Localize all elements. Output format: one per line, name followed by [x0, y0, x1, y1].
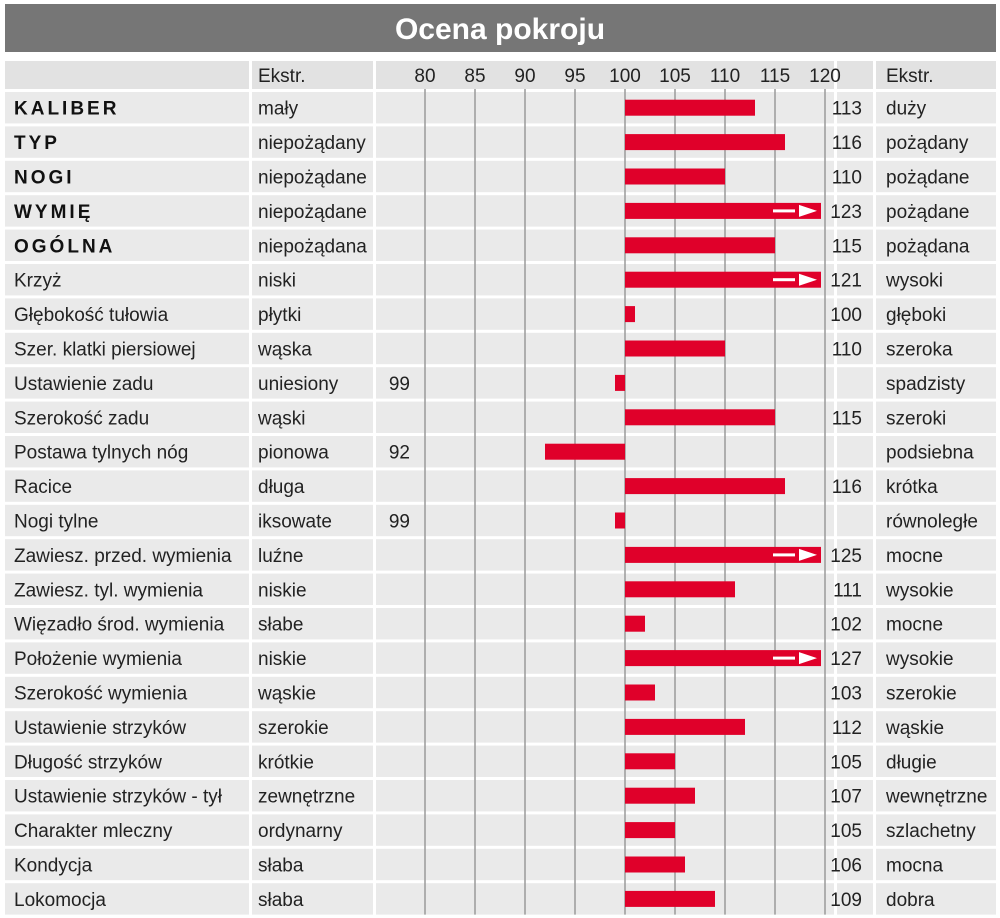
left-extreme-label: wąski [258, 408, 306, 430]
value-label: 92 [388, 442, 410, 464]
bar [625, 857, 685, 873]
bar [625, 822, 675, 838]
bar [625, 237, 775, 253]
x-tick-label: 105 [659, 66, 691, 87]
left-extreme-label: niskie [258, 580, 307, 602]
bar [625, 478, 785, 494]
value-label: 121 [830, 270, 862, 292]
value-label: 102 [830, 614, 862, 636]
x-tick-label: 120 [809, 66, 841, 87]
header-band [5, 61, 996, 89]
right-extreme-label: spadzisty [886, 373, 966, 395]
left-extreme-label: iksowate [258, 511, 332, 533]
left-extreme-label: niskie [258, 649, 307, 671]
left-extreme-label: uniesiony [258, 373, 339, 395]
trait-label: Kondycja [14, 855, 93, 877]
bar-overflow-stroke [773, 209, 795, 212]
right-extreme-label: głęboki [886, 305, 947, 327]
right-extreme-label: długie [886, 752, 937, 774]
bar [625, 891, 715, 907]
trait-label: NOGI [14, 167, 75, 189]
bar [625, 409, 775, 425]
value-label: 105 [830, 821, 862, 843]
value-label: 125 [830, 545, 862, 567]
value-label: 116 [831, 133, 862, 155]
bar [625, 685, 655, 701]
column-separator [373, 61, 376, 918]
right-extreme-label: wysokie [886, 649, 954, 671]
right-extreme-label: wewnętrzne [886, 786, 988, 808]
left-extreme-label: krótkie [258, 752, 314, 774]
header-left-label: Ekstr. [258, 66, 306, 87]
left-extreme-label: niepożądane [258, 201, 367, 223]
bar-overflow-stroke [773, 657, 795, 660]
column-separator [249, 61, 252, 918]
trait-label: Położenie wymienia [14, 649, 182, 671]
trait-label: Charakter mleczny [14, 821, 173, 843]
trait-label: Głębokość tułowia [14, 305, 169, 327]
bar [615, 513, 625, 529]
bar [545, 444, 625, 460]
value-label: 99 [388, 511, 410, 533]
right-extreme-label: mocne [886, 545, 944, 567]
value-label: 99 [388, 373, 410, 395]
right-extreme-label: krótka [886, 477, 938, 499]
value-label: 111 [833, 580, 862, 602]
left-extreme-label: wąskie [258, 683, 317, 705]
right-extreme-label: szeroki [886, 408, 947, 430]
trait-label: Szer. klatki piersiowej [14, 339, 196, 361]
right-extreme-label: wysokie [886, 580, 954, 602]
trait-label: Ustawienie strzyków [14, 717, 187, 739]
left-extreme-label: niepożądana [258, 236, 367, 258]
bar [625, 719, 745, 735]
trait-label: Postawa tylnych nóg [14, 442, 189, 464]
right-extreme-label: podsiebna [886, 442, 974, 464]
bar [625, 306, 635, 322]
bar [625, 134, 785, 150]
x-tick-label: 90 [514, 66, 536, 87]
left-extreme-label: mały [258, 98, 299, 120]
trait-label: Więzadło środ. wymienia [14, 614, 225, 636]
trait-label: OGÓLNA [14, 236, 116, 258]
row-band [5, 367, 996, 398]
value-label: 106 [830, 855, 862, 877]
left-extreme-label: słaba [258, 889, 304, 911]
value-label: 103 [830, 683, 862, 705]
trait-label: Racice [14, 477, 73, 499]
trait-label: Lokomocja [14, 889, 106, 911]
value-label: 127 [830, 649, 862, 671]
chart-title: Ocena pokroju [394, 13, 606, 46]
left-extreme-label: słaba [258, 855, 304, 877]
bar-overflow-stroke [773, 278, 795, 281]
trait-label: Ustawienie strzyków - tył [14, 786, 222, 808]
bar [625, 100, 755, 116]
right-extreme-label: szlachetny [886, 821, 976, 843]
value-label: 105 [830, 752, 862, 774]
right-extreme-label: równoległe [886, 511, 978, 533]
value-label: 112 [831, 717, 862, 739]
header-right-label: Ekstr. [886, 66, 934, 87]
left-extreme-label: słabe [258, 614, 304, 636]
bar [625, 753, 675, 769]
right-extreme-label: pożądany [886, 133, 969, 155]
bar [625, 341, 725, 357]
trait-label: TYP [14, 133, 60, 155]
value-label: 109 [830, 889, 862, 911]
trait-label: Szerokość zadu [14, 408, 150, 430]
value-label: 110 [831, 339, 862, 361]
right-extreme-label: szerokie [886, 683, 957, 705]
trait-label: Szerokość wymienia [14, 683, 188, 705]
trait-label: Długość strzyków [14, 752, 162, 774]
left-extreme-label: ordynarny [258, 821, 343, 843]
bar [625, 581, 735, 597]
left-extreme-label: pionowa [258, 442, 329, 464]
trait-label: WYMIĘ [14, 201, 94, 223]
x-tick-label: 110 [709, 66, 741, 87]
value-label: 113 [831, 98, 862, 120]
left-extreme-label: zewnętrzne [258, 786, 356, 808]
trait-label: Zawiesz. przed. wymienia [14, 545, 232, 567]
left-extreme-label: niepożądany [258, 133, 366, 155]
bar [625, 616, 645, 632]
row-band [5, 505, 996, 536]
left-extreme-label: szerokie [258, 717, 329, 739]
value-label: 100 [830, 305, 862, 327]
value-label: 107 [830, 786, 862, 808]
left-extreme-label: luźne [258, 545, 304, 567]
x-tick-label: 85 [464, 66, 486, 87]
value-label: 116 [831, 477, 862, 499]
right-extreme-label: mocna [886, 855, 944, 877]
trait-label: Ustawienie zadu [14, 373, 154, 395]
bar [615, 375, 625, 391]
right-extreme-label: pożądane [886, 167, 970, 189]
left-extreme-label: długa [258, 477, 305, 499]
left-extreme-label: płytki [258, 305, 302, 327]
x-tick-label: 115 [759, 66, 791, 87]
trait-label: Krzyż [14, 270, 62, 292]
right-extreme-label: duży [886, 98, 927, 120]
bar-overflow-stroke [773, 553, 795, 556]
x-tick-label: 95 [564, 66, 586, 87]
value-label: 115 [831, 236, 862, 258]
left-extreme-label: wąska [258, 339, 312, 361]
value-label: 123 [830, 201, 862, 223]
left-extreme-label: niski [258, 270, 297, 292]
trait-label: Nogi tylne [14, 511, 99, 533]
bar [625, 169, 725, 185]
right-extreme-label: szeroka [886, 339, 953, 361]
right-extreme-label: wąskie [886, 717, 945, 739]
bar [625, 788, 695, 804]
value-label: 115 [831, 408, 862, 430]
trait-label: KALIBER [14, 98, 120, 120]
column-separator [873, 61, 876, 918]
trait-label: Zawiesz. tyl. wymienia [14, 580, 203, 602]
x-tick-label: 100 [609, 66, 641, 87]
right-extreme-label: mocne [886, 614, 944, 636]
right-extreme-label: wysoki [886, 270, 944, 292]
right-extreme-label: dobra [886, 889, 935, 911]
x-tick-label: 80 [414, 66, 436, 87]
value-label: 110 [831, 167, 862, 189]
right-extreme-label: pożądane [886, 201, 970, 223]
right-extreme-label: pożądana [886, 236, 970, 258]
left-extreme-label: niepożądane [258, 167, 367, 189]
